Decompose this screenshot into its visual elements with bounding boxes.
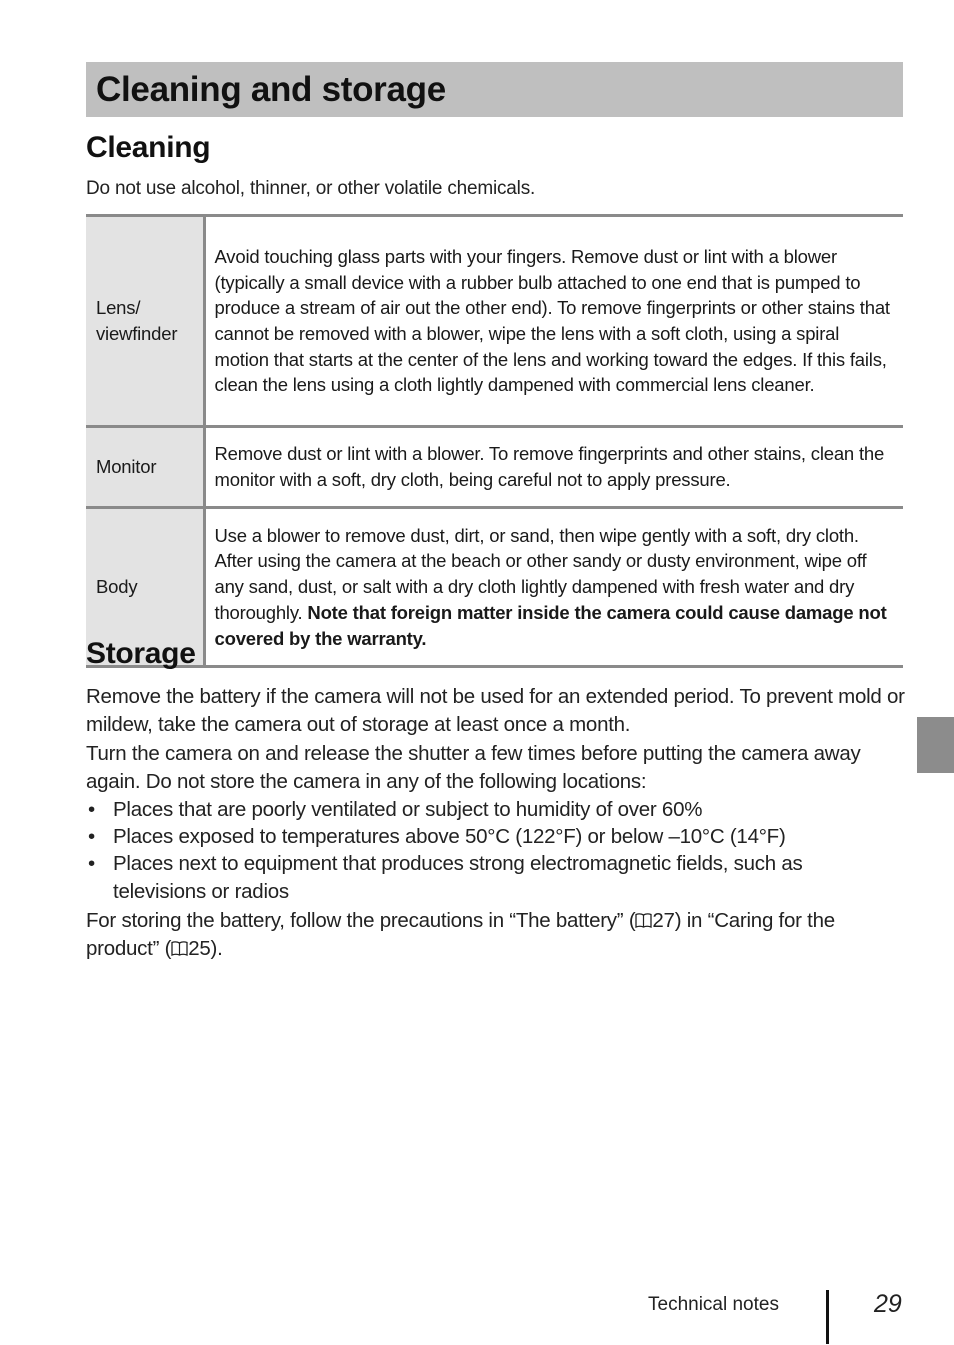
page-title: Cleaning and storage: [96, 69, 446, 109]
section-side-tab: [917, 717, 954, 773]
storage-paragraph-2: Turn the camera on and release the shutter a few times before putting the camera away again. Do not store the camera in any of the following locations:: [86, 742, 861, 793]
cleaning-table: [86, 214, 903, 668]
book-reference-icon: [635, 913, 652, 928]
book-reference-icon: [171, 941, 188, 956]
row-description: Avoid touching glass parts with your fingers. Remove dust or lint with a blower (typically a small device with a rubber bulb attached to one end that is pumped to produce a stream of air out the other end). To remove fingerprints or other stains that cannot be removed with a blower, wipe the lens with a soft cloth, using a spiral motion that starts at the center of the lens and working toward the edges. If this fails, clean the lens using a cloth lightly dampened with commercial lens cleaner.: [204, 216, 903, 427]
footer-section-label: Technical notes: [648, 1294, 779, 1315]
page-reference-link[interactable]: 27: [652, 909, 675, 932]
warranty-warning: Note that foreign matter inside the camera could cause damage not covered by the warranty.: [214, 601, 887, 649]
storage-location-list: [86, 796, 886, 905]
row-part-label: Monitor: [86, 427, 204, 508]
bullet-icon: •: [88, 798, 95, 821]
table-row: [86, 508, 903, 667]
page-reference-link[interactable]: 25: [188, 936, 211, 960]
storage-paragraph-1: Remove the battery if the camera will not be used for an extended period. To prevent mold or mildew, take the camera out of storage at least once a month.: [86, 685, 905, 736]
storage-heading: Storage: [86, 637, 196, 670]
cleaning-heading: Cleaning: [86, 131, 211, 164]
row-part-label: Body: [86, 508, 204, 667]
footer-divider: [826, 1290, 829, 1344]
row-description-text: Use a blower to remove dust, dirt, or sand, then wipe gently with a soft, dry cloth. After using the camera at the beach or other sandy or dusty environment, wipe off any sand, dust, or salt with a dry cloth lightly dampened with fresh water and dry thoroughly.: [214, 524, 867, 623]
table-row: [86, 216, 903, 427]
page-number: 29: [874, 1290, 902, 1318]
bullet-icon: •: [88, 852, 95, 876]
row-description: Remove dust or lint with a blower. To remove fingerprints and other stains, clean the monitor with a soft, dry cloth, being careful not to apply pressure.: [204, 427, 903, 508]
row-description: [204, 508, 903, 667]
row-part-label: Lens/ viewfinder: [86, 216, 204, 427]
battery-storage-note: For storing the battery, follow the precautions in “The battery” ( 27) in “Caring for the product” ( 25).: [86, 909, 835, 960]
cleaning-intro: Do not use alcohol, thinner, or other volatile chemicals.: [86, 178, 536, 199]
list-item: • Places exposed to temperatures above 50°C (122°F) or below –10°C (14°F): [86, 823, 886, 850]
list-item: • Places next to equipment that produces strong electromagnetic fields, such as televisions or radios: [88, 852, 803, 903]
page-title-bar: [86, 62, 903, 117]
bullet-icon: •: [88, 825, 95, 849]
list-item: • Places that are poorly ventilated or subject to humidity of over 60%: [86, 796, 886, 823]
table-row: [86, 427, 903, 508]
